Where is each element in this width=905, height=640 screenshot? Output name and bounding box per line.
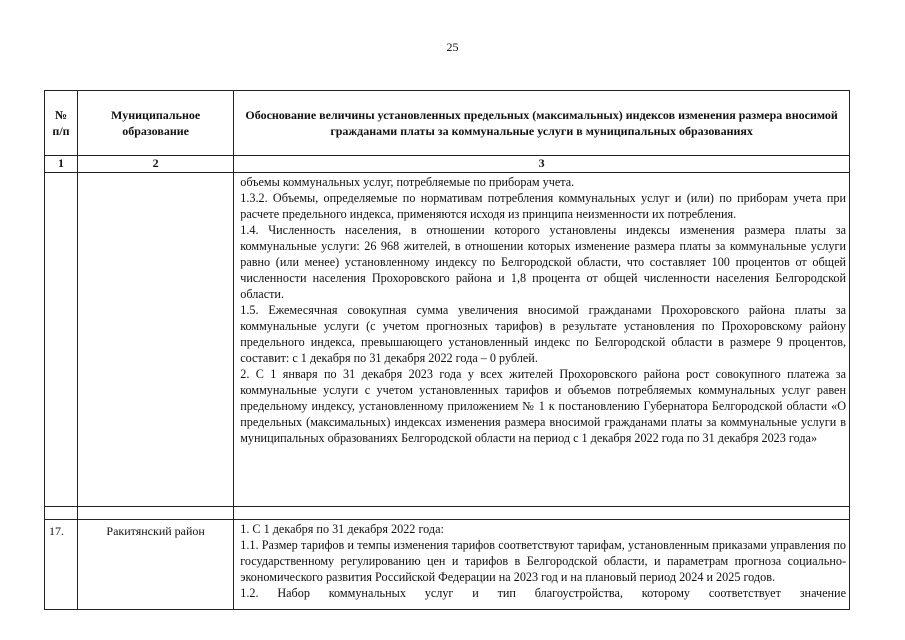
header-municipality: Муниципальное образование (78, 91, 234, 156)
row-num-cell: 17. (45, 520, 78, 610)
table-row (45, 520, 850, 610)
column-number: 1 (45, 156, 78, 173)
header-justification: Обоснование величины установленных предельных (максимальных) индексов изменения размера вносимой гражданами платы за коммунальные услуги в муниципальных образованиях (234, 91, 850, 156)
paragraph: 1.4. Численность населения, в отношении которого установлены индексы изменения размера платы за коммунальные услуги: 26 968 жителей, в отношении которых изменение размера платы за коммунальные услуги равно (или менее) установленному индексу по Белгородской области, что составляет 100 процентов от общей численности населения Прохоровского района и 1,8 процента от общей численности населения Белгородской области. (240, 223, 846, 301)
paragraph: 1.2. Набор коммунальных услуг и тип благоустройства, которому соответствует значение (240, 586, 846, 600)
header-num: № п/п (45, 91, 78, 156)
column-number: 3 (234, 156, 850, 173)
paragraph: 2. С 1 января по 31 декабря 2023 года у всех жителей Прохоровского района рост совокупного платежа за коммунальные услуги с учетом установленных тарифов и объемов потребляемых коммунальных услуг равен предельному индексу, установленному приложением № 1 к постановлению Губернатора Белгородской области «О предельных (максимальных) индексах изменения размера вносимой гражданами платы за коммунальные услуги в муниципальных образованиях Белгородской области на период с 1 декабря 2022 года по 31 декабря 2023 года» (240, 367, 846, 445)
table-header-row (45, 91, 850, 156)
row-municipality-cell (78, 173, 234, 507)
column-number: 2 (78, 156, 234, 173)
paragraph: 1.1. Размер тарифов и темпы изменения тарифов соответствуют тарифам, установленным приказами управления по государственному регулированию цен и тарифов в Белгородской области, и параметрам прогноза социально-экономического развития Российской Федерации на 2023 год и на плановый период 2024 и 2025 годов. (240, 538, 846, 584)
page-number: 25 (446, 40, 459, 54)
table-row-gap (45, 507, 850, 520)
row-justification-cell (234, 173, 850, 507)
table-row (45, 173, 850, 507)
row-num-cell (45, 173, 78, 507)
column-number-row (45, 156, 850, 173)
paragraph: 1. С 1 декабря по 31 декабря 2022 года: (240, 522, 444, 536)
paragraph: 1.3.2. Объемы, определяемые по нормативам потребления коммунальных услуг и (или) по приборам учета при расчете предельного индекса, применяются исходя из принципа неизменности их потребления. (240, 191, 846, 221)
row-justification-cell (234, 520, 850, 610)
paragraph: объемы коммунальных услуг, потребляемые по приборам учета. (240, 175, 575, 189)
indices-table (44, 90, 850, 610)
paragraph: 1.5. Ежемесячная совокупная сумма увеличения вносимой гражданами Прохоровского района платы за коммунальные услуги (с учетом прогнозных тарифов) в результате установления по Прохоровскому району предельного индекса, превышающего установленный индекс по Белгородской области в размере 9 процентов, составит: с 1 декабря по 31 декабря 2022 года – 0 рублей. (240, 303, 846, 365)
row-municipality-cell: Ракитянский район (78, 520, 234, 610)
